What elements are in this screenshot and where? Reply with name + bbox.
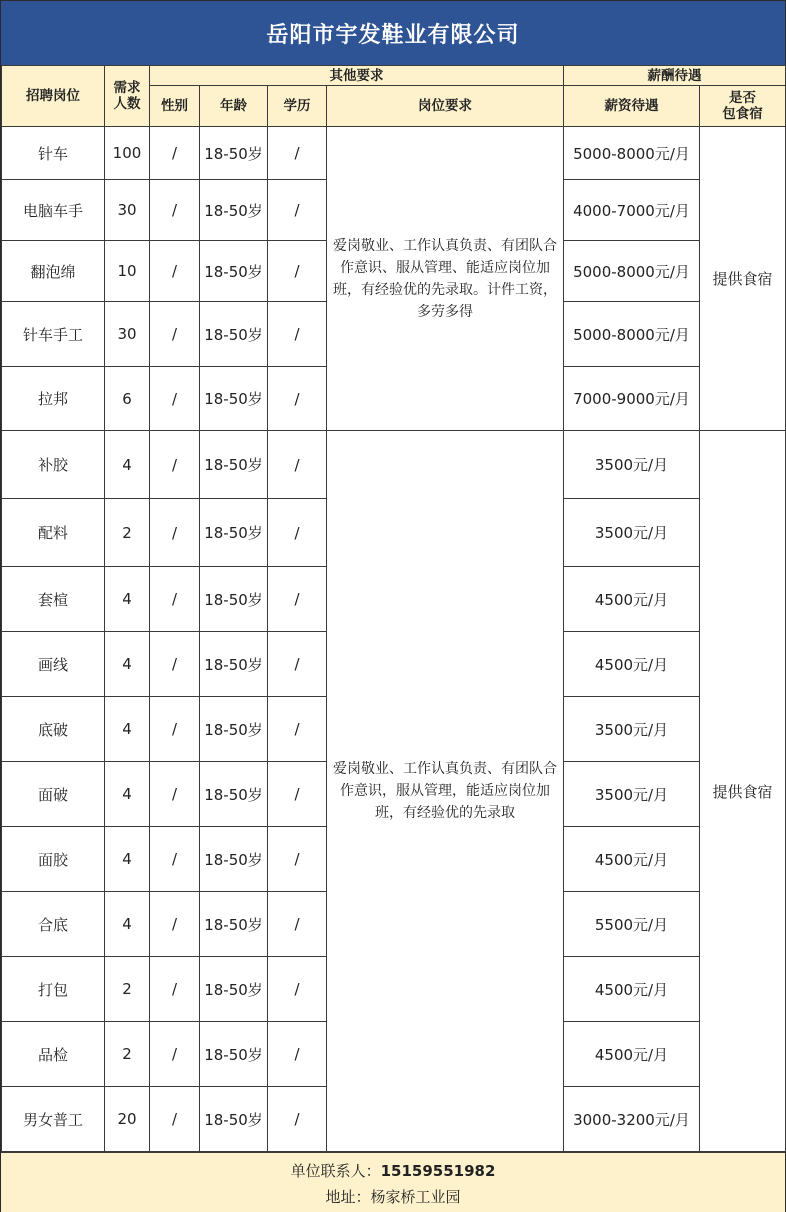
cell-count: 4 [105, 892, 150, 957]
cell-position: 补胶 [2, 431, 105, 499]
job-table [1, 65, 786, 1152]
header-salary-benefits: 薪酬待遇 [564, 66, 786, 86]
cell-gender: / [150, 241, 200, 302]
cell-position: 画线 [2, 632, 105, 697]
cell-position: 针车手工 [2, 302, 105, 367]
cell-count: 4 [105, 697, 150, 762]
cell-count: 2 [105, 499, 150, 567]
cell-count: 4 [105, 431, 150, 499]
header-board: 是否 包食宿 [700, 86, 786, 127]
contact-line [1, 1160, 785, 1181]
cell-age: 18-50岁 [200, 1087, 268, 1152]
cell-position: 打包 [2, 957, 105, 1022]
table-row [2, 431, 786, 499]
cell-age: 18-50岁 [200, 241, 268, 302]
cell-age: 18-50岁 [200, 697, 268, 762]
cell-salary: 4000-7000元/月 [564, 180, 700, 241]
cell-age: 18-50岁 [200, 957, 268, 1022]
cell-age: 18-50岁 [200, 567, 268, 632]
cell-salary: 7000-9000元/月 [564, 367, 700, 431]
cell-count: 30 [105, 302, 150, 367]
cell-age: 18-50岁 [200, 499, 268, 567]
cell-salary: 5500元/月 [564, 892, 700, 957]
cell-salary: 5000-8000元/月 [564, 127, 700, 180]
cell-education: / [268, 241, 327, 302]
cell-salary: 4500元/月 [564, 957, 700, 1022]
footer [1, 1152, 785, 1212]
cell-gender: / [150, 697, 200, 762]
cell-education: / [268, 127, 327, 180]
cell-education: / [268, 302, 327, 367]
cell-education: / [268, 697, 327, 762]
cell-age: 18-50岁 [200, 431, 268, 499]
cell-education: / [268, 632, 327, 697]
cell-count: 4 [105, 762, 150, 827]
company-title: 岳阳市宇发鞋业有限公司 [1, 1, 785, 65]
cell-count: 100 [105, 127, 150, 180]
cell-gender: / [150, 180, 200, 241]
cell-education: / [268, 1022, 327, 1087]
header-other-requirements: 其他要求 [150, 66, 564, 86]
header-position: 招聘岗位 [2, 66, 105, 127]
cell-count: 4 [105, 567, 150, 632]
cell-age: 18-50岁 [200, 367, 268, 431]
cell-education: / [268, 892, 327, 957]
cell-gender: / [150, 567, 200, 632]
header-salary: 薪资待遇 [564, 86, 700, 127]
cell-count: 30 [105, 180, 150, 241]
cell-age: 18-50岁 [200, 892, 268, 957]
cell-salary: 3500元/月 [564, 697, 700, 762]
cell-age: 18-50岁 [200, 180, 268, 241]
address: 地址：杨家桥工业园 [325, 1188, 461, 1206]
cell-position: 翻泡绵 [2, 241, 105, 302]
cell-salary: 5000-8000元/月 [564, 302, 700, 367]
cell-salary: 3000-3200元/月 [564, 1087, 700, 1152]
cell-position: 拉邦 [2, 367, 105, 431]
cell-age: 18-50岁 [200, 827, 268, 892]
cell-position: 品检 [2, 1022, 105, 1087]
cell-gender: / [150, 127, 200, 180]
cell-salary: 5000-8000元/月 [564, 241, 700, 302]
cell-position: 电脑车手 [2, 180, 105, 241]
cell-salary: 3500元/月 [564, 762, 700, 827]
cell-position: 底破 [2, 697, 105, 762]
contact-phone: 15159551982 [380, 1162, 496, 1180]
cell-age: 18-50岁 [200, 762, 268, 827]
cell-count: 10 [105, 241, 150, 302]
cell-gender: / [150, 827, 200, 892]
header-education: 学历 [268, 86, 327, 127]
cell-position: 合底 [2, 892, 105, 957]
cell-salary: 4500元/月 [564, 567, 700, 632]
cell-count: 4 [105, 632, 150, 697]
cell-education: / [268, 431, 327, 499]
cell-gender: / [150, 1087, 200, 1152]
header-count: 需求 人数 [105, 66, 150, 127]
cell-age: 18-50岁 [200, 632, 268, 697]
table-header [2, 66, 786, 127]
cell-education: / [268, 1087, 327, 1152]
cell-education: / [268, 499, 327, 567]
cell-age: 18-50岁 [200, 1022, 268, 1087]
cell-position: 面胶 [2, 827, 105, 892]
cell-education: / [268, 180, 327, 241]
header-gender: 性别 [150, 86, 200, 127]
cell-position: 男女普工 [2, 1087, 105, 1152]
cell-job-requirement: 爱岗敬业、工作认真负责、有团队合作意识，服从管理，能适应岗位加班，有经验优的先录取 [327, 431, 564, 1152]
cell-education: / [268, 367, 327, 431]
header-age: 年龄 [200, 86, 268, 127]
cell-position: 针车 [2, 127, 105, 180]
table-body [2, 127, 786, 1152]
cell-position: 面破 [2, 762, 105, 827]
cell-gender: / [150, 302, 200, 367]
cell-position: 套楦 [2, 567, 105, 632]
cell-education: / [268, 762, 327, 827]
cell-count: 20 [105, 1087, 150, 1152]
cell-salary: 4500元/月 [564, 827, 700, 892]
cell-count: 6 [105, 367, 150, 431]
cell-salary: 4500元/月 [564, 632, 700, 697]
cell-age: 18-50岁 [200, 127, 268, 180]
cell-job-requirement: 爱岗敬业、工作认真负责、有团队合作意识、服从管理、能适应岗位加班，有经验优的先录取。计件工资，多劳多得 [327, 127, 564, 431]
cell-education: / [268, 827, 327, 892]
cell-gender: / [150, 632, 200, 697]
cell-education: / [268, 567, 327, 632]
cell-position: 配料 [2, 499, 105, 567]
cell-gender: / [150, 957, 200, 1022]
cell-gender: / [150, 762, 200, 827]
cell-gender: / [150, 431, 200, 499]
cell-salary: 4500元/月 [564, 1022, 700, 1087]
cell-gender: / [150, 1022, 200, 1087]
cell-salary: 3500元/月 [564, 499, 700, 567]
cell-age: 18-50岁 [200, 302, 268, 367]
cell-gender: / [150, 367, 200, 431]
table-row [2, 127, 786, 180]
cell-gender: / [150, 892, 200, 957]
header-job-requirement: 岗位要求 [327, 86, 564, 127]
cell-salary: 3500元/月 [564, 431, 700, 499]
cell-gender: / [150, 499, 200, 567]
cell-board: 提供食宿 [700, 127, 786, 431]
cell-count: 2 [105, 957, 150, 1022]
cell-board: 提供食宿 [700, 431, 786, 1152]
cell-count: 2 [105, 1022, 150, 1087]
contact-label: 单位联系人： [290, 1162, 381, 1180]
cell-count: 4 [105, 827, 150, 892]
cell-education: / [268, 957, 327, 1022]
